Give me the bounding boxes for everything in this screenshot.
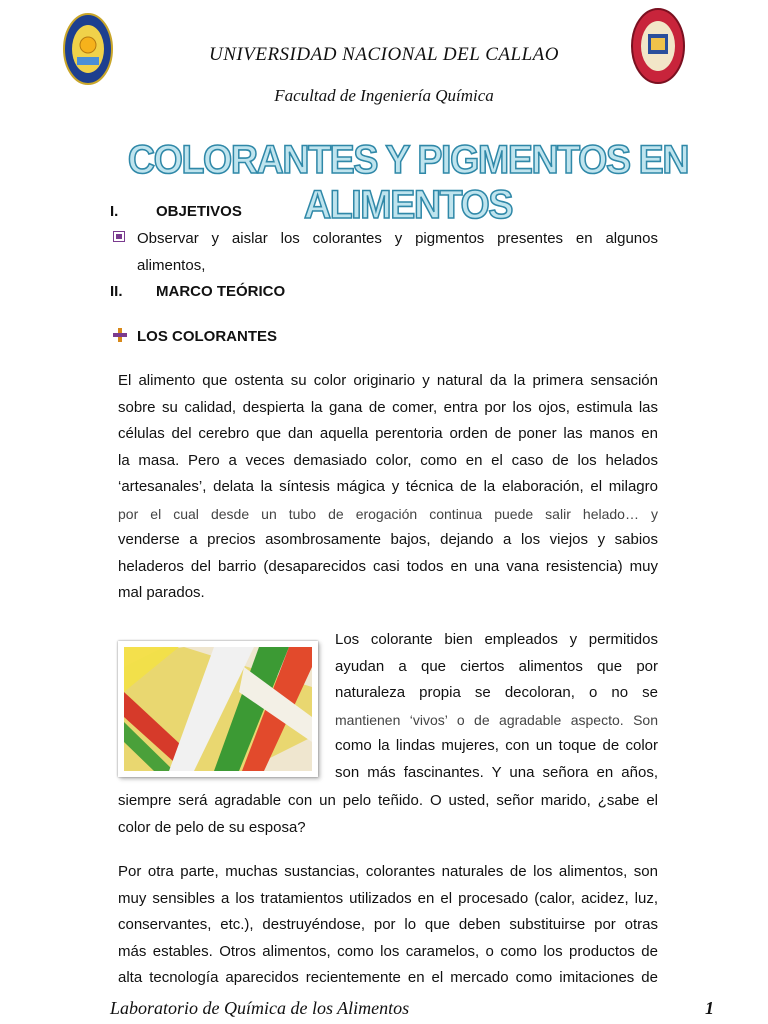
- candy-photo: [118, 641, 318, 777]
- paragraph-line: ‘artesanales’, delata la síntesis mágica y técnica de la elaboración, el milagro: [118, 478, 658, 495]
- section-marco-heading: MARCO TEÓRICO: [156, 283, 286, 300]
- paragraph-1: [118, 368, 658, 607]
- paragraph-line: mantienen ‘vivos’ o de agradable aspecto. Son: [335, 711, 658, 728]
- paragraph-line: alta tecnología aparecidos recientemente en el mercado como imitaciones de: [118, 969, 658, 986]
- paragraph-line: naturaleza propia se decoloran, o no se: [335, 684, 658, 701]
- document-title: COLORANTES Y PIGMENTOS EN ALIMENTOS: [127, 138, 689, 227]
- paragraph-line: color de pelo de su esposa?: [118, 818, 306, 836]
- university-name: UNIVERSIDAD NACIONAL DEL CALLAO: [209, 44, 559, 65]
- paragraph-line: células del cerebro que dan aquella perentoria orden de poner las manos en: [118, 425, 658, 442]
- paragraph-line: por el cual desde un tubo de erogación continua puede salir helado… y: [118, 505, 658, 522]
- objetivo-item-line2: alimentos,: [137, 257, 206, 274]
- section-objetivos-number: I.: [110, 203, 119, 220]
- paragraph-line: mal parados.: [118, 584, 205, 601]
- paragraph-line: El alimento que ostenta su color originario y natural da la primera sensación: [118, 372, 658, 389]
- paragraph-line: como la lindas mujeres, con un toque de color: [335, 737, 658, 754]
- paragraph-2-full: [118, 788, 658, 841]
- paragraph-line: son más fascinantes. Y una señora en años,: [335, 763, 658, 781]
- objetivo-item-line1: Observar y aislar los colorantes y pigmentos presentes en algunos: [137, 230, 658, 247]
- square-bullet-icon: [113, 231, 125, 242]
- paragraph-line: la masa. Pero a veces demasiado color, como en el caso de los helados: [118, 451, 658, 469]
- paragraph-line: Los colorante bien empleados y permitidos: [335, 631, 658, 648]
- paragraph-3: [118, 859, 658, 992]
- paragraph-line: siempre será agradable con un pelo teñido. O usted, señor marido, ¿sabe el: [118, 792, 658, 809]
- faculty-name: Facultad de Ingeniería Química: [274, 86, 494, 105]
- section-objetivos-heading: OBJETIVOS: [156, 203, 242, 220]
- page-number: 1: [705, 998, 714, 1018]
- paragraph-line: Por otra parte, muchas sustancias, colorantes naturales de los alimentos, son: [118, 863, 658, 880]
- paragraph-line: sobre su calidad, despierta la gana de comer, entra por los ojos, estimula las: [118, 398, 658, 416]
- cross-bullet-icon: [113, 328, 127, 347]
- paragraph-2-wrapped: [335, 627, 658, 786]
- paragraph-line: ayudan a que ciertos alimentos que por: [335, 657, 658, 675]
- subsection-colorantes-heading: LOS COLORANTES: [137, 328, 278, 345]
- paragraph-line: conservantes, etc.), destruyéndose, por lo que deben substituirse por otras: [118, 916, 658, 933]
- paragraph-line: heladeros del barrio (desaparecidos casi todos en una vana resistencia) muy: [118, 557, 658, 575]
- paragraph-line: muy sensibles a los tratamientos utilizados en el procesado (calor, acidez, luz,: [118, 889, 658, 907]
- footer-lab-name: Laboratorio de Química de los Alimentos: [110, 998, 410, 1018]
- section-marco-number: II.: [110, 283, 123, 300]
- paragraph-line: más estables. Otros alimentos, como los caramelos, o como los productos de: [118, 942, 658, 960]
- paragraph-line: venderse a precios asombrosamente bajos, dejando a los viejos y sabios: [118, 531, 658, 548]
